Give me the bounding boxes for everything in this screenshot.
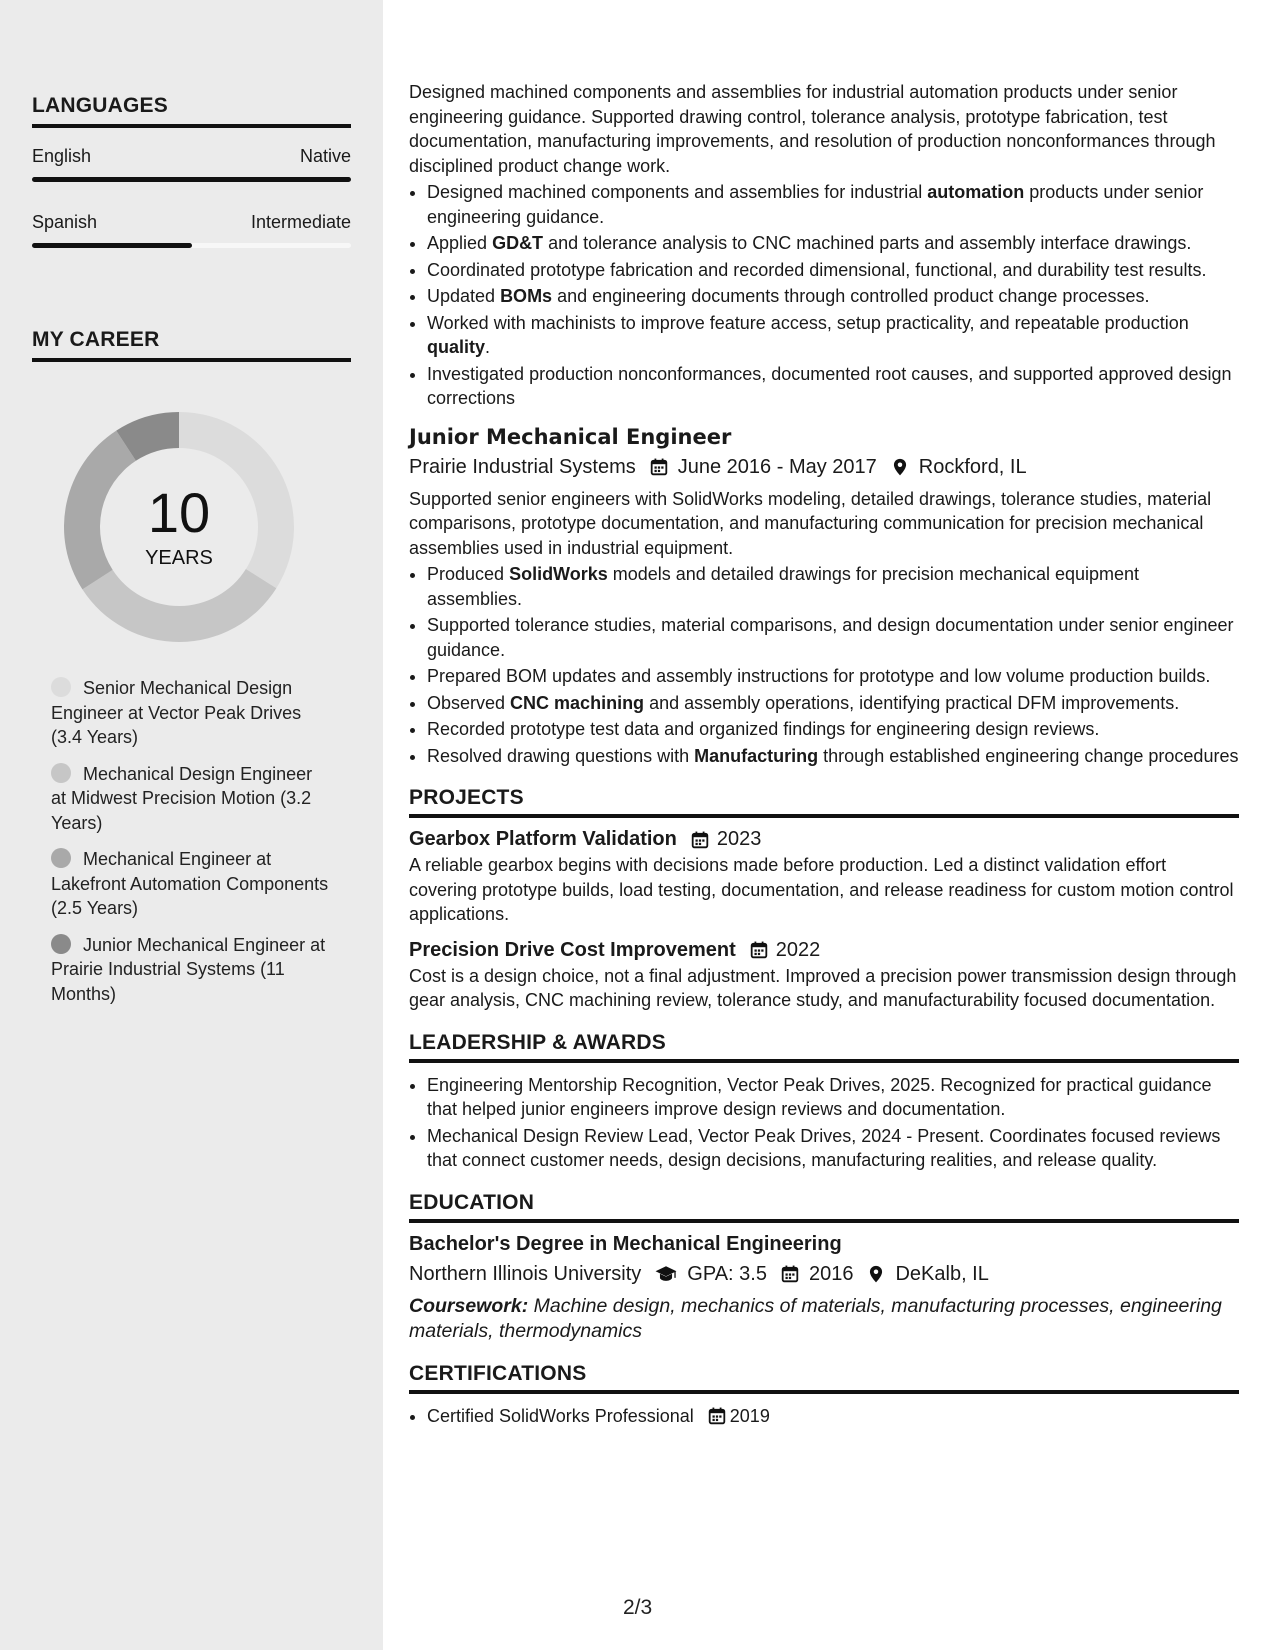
job-bullet [427,744,1239,769]
language-item [32,212,351,248]
career-total-unit: YEARS [145,546,213,569]
bullet-text: Updated [427,286,501,306]
project-year: 2022 [775,938,821,961]
career-donut-chart [64,412,294,642]
legend-dot [51,934,71,954]
bullet-text: Observed [427,692,511,713]
school-location: DeKalb, IL [895,1262,989,1285]
calendar-icon [750,941,768,959]
graduation-year: 2016 [808,1262,854,1285]
bullet-keyword: CNC machining [510,692,645,713]
job-bullet [427,311,1239,360]
job-bullet [427,691,1239,716]
job-bullet [427,362,1239,411]
job-location: Rockford, IL [918,455,1027,478]
calendar-icon [691,831,709,849]
job-meta [409,453,1239,481]
bullet-text: Produced [427,564,510,584]
bullet-keyword: automation [927,182,1025,202]
project-year: 2023 [716,828,762,850]
bullet-keyword: GD&T [492,233,544,253]
page-number: 2/3 [623,1596,653,1619]
leadership-item: • Engineering Mentorship Recognition, Vector Peak Drives, 2025. Recognized for practical guidance that helped junior engineers improve design reviews and documentation. [427,1073,1239,1122]
languages-section [32,94,351,362]
bullet-text: and assembly operations, identifying practical DFM improvements. [644,692,1180,713]
career-legend [51,676,331,1018]
project-title: Gearbox Platform Validation [409,828,677,850]
job-bullet [427,664,1239,689]
career-legend-item [51,676,331,750]
bullet-text: Recorded prototype test data and organized findings for engineering design reviews. [427,719,1100,739]
certifications-heading: CERTIFICATIONS [409,1362,1239,1394]
calendar-icon [781,1265,799,1283]
leadership-heading: LEADERSHIP & AWARDS [409,1031,1239,1063]
language-level-bar [32,243,351,248]
bullet-text: Resolved drawing questions with [427,745,695,766]
certifications-list [409,1404,1239,1429]
legend-label: Mechanical Design Engineer at Midwest Precision Motion (3.2 Years) [51,763,313,833]
coursework-label: Coursework: [409,1294,529,1317]
languages-heading: LANGUAGES [32,94,351,128]
coursework-text: Machine design, mechanics of materials, manufacturing processes, engineering materials, thermodynamics [409,1294,1222,1342]
job-bullet [427,562,1239,611]
job-bullet [427,180,1239,229]
project-entry [409,939,1239,1013]
leadership-list [409,1073,1239,1173]
calendar-icon [650,458,668,476]
bullet-text: Investigated production nonconformances, documented root causes, and supported approved design corrections [427,363,1232,408]
bullet-text: models and detailed drawings for precision mechanical equipment assemblies. [427,564,1140,609]
job-bullets [409,562,1239,768]
experience-entry [409,80,1239,411]
language-level: Intermediate [250,212,351,232]
certification-year: 2019 [729,1405,770,1426]
sidebar [0,0,383,1650]
bullet-text: Designed machined components and assemblies for industrial [427,182,928,202]
job-bullet [427,231,1239,256]
leadership-item: • Mechanical Design Review Lead, Vector Peak Drives, 2024 - Present. Coordinates focused reviews that connect customer needs, design decisions, manufacturing realities, and release quality. [427,1124,1239,1173]
project-description: A reliable gearbox begins with decisions made before production. Led a distinct validation effort covering prototype builds, load testing, documentation, and release readiness for custom motion control applications. [409,855,1234,924]
language-name: English [32,146,92,166]
location-pin-icon [891,458,909,476]
career-legend-item [51,847,331,921]
language-level-fill [32,243,192,248]
bullet-text: through established engineering change procedures [818,745,1239,766]
bullet-text: products under senior engineering guidance. [427,182,1204,227]
job-title: Junior Mechanical Engineer [409,424,732,449]
career-heading: MY CAREER [32,328,351,362]
bullet-text: Prepared BOM updates and assembly instructions for prototype and low volume production builds. [427,666,1211,686]
legend-dot [51,677,71,697]
job-dates: June 2016 - May 2017 [677,455,877,478]
company-name: Prairie Industrial Systems [409,455,636,478]
career-legend-item [51,762,331,836]
career-total [64,412,294,642]
education-heading: EDUCATION [409,1191,1239,1223]
job-summary: Designed machined components and assemblies for industrial automation products under senior engineering guidance. Supported drawing control, tolerance analysis, prototype fabrication, test documentation, manufacturing improvements, and resolution of production nonconformances through disciplined product change work. [409,82,1216,176]
bullet-text: Worked with machinists to improve feature access, setup practicality, and repeatable production [427,312,1189,333]
legend-label: Junior Mechanical Engineer at Prairie Industrial Systems (11 Months) [51,934,326,1004]
experience-entry [409,425,1239,769]
bullet-text: Coordinated prototype fabrication and recorded dimensional, functional, and durability test results. [427,259,1207,280]
career-legend-item [51,933,331,1007]
bullet-text: and engineering documents through controlled product change processes. [552,286,1150,306]
language-name: Spanish [32,212,98,232]
language-item [32,146,351,182]
bullet-keyword: BOMs [500,286,553,306]
legend-label: Mechanical Engineer at Lakefront Automation Components (2.5 Years) [51,849,329,918]
calendar-icon [708,1407,726,1425]
project-entry [409,828,1239,927]
legend-dot [51,763,71,783]
bullet-text: . [485,337,491,357]
project-description: Cost is a design choice, not a final adjustment. Improved a precision power transmission design through gear analysis, CNC machining review, tolerance study, and manufacturability focused documentation. [409,965,1237,1010]
legend-dot [51,848,71,868]
job-bullet [427,284,1239,309]
job-bullet [427,258,1239,283]
graduation-cap-icon [655,1265,677,1283]
education-meta [409,1260,1239,1288]
language-level-fill [32,177,351,182]
certification-item [427,1404,1239,1429]
projects-heading: PROJECTS [409,786,1239,818]
job-bullets [409,180,1239,411]
job-bullet [427,717,1239,742]
career-total-number: 10 [147,480,211,544]
language-level-bar [32,177,351,182]
main-content [409,80,1239,1430]
bullet-keyword: SolidWorks [509,564,608,584]
legend-label: Senior Mechanical Design Engineer at Vector Peak Drives (3.4 Years) [51,678,302,747]
coursework [409,1294,1239,1344]
bullet-text: Applied [427,233,493,253]
degree-title: Bachelor's Degree in Mechanical Engineering [409,1232,842,1255]
certification-name: • Certified SolidWorks Professional [427,1405,694,1426]
gpa: GPA: 3.5 [687,1262,767,1285]
bullet-text: Supported tolerance studies, material comparisons, and design documentation under senior engineer guidance. [427,615,1234,660]
project-title: Precision Drive Cost Improvement [409,938,736,961]
job-bullet [427,613,1239,662]
job-summary: Supported senior engineers with SolidWorks modeling, detailed drawings, tolerance studies, material comparisons, prototype documentation, and manufacturing communication for precision mechanical assemblies used in industrial equipment. [409,488,1212,558]
bullet-keyword: Manufacturing [694,745,819,766]
language-level: Native [299,146,351,166]
bullet-text: and tolerance analysis to CNC machined parts and assembly interface drawings. [543,233,1192,253]
location-pin-icon [867,1265,885,1283]
school-name: Northern Illinois University [409,1262,642,1285]
bullet-keyword: quality [427,337,486,357]
education-entry [409,1233,1239,1344]
